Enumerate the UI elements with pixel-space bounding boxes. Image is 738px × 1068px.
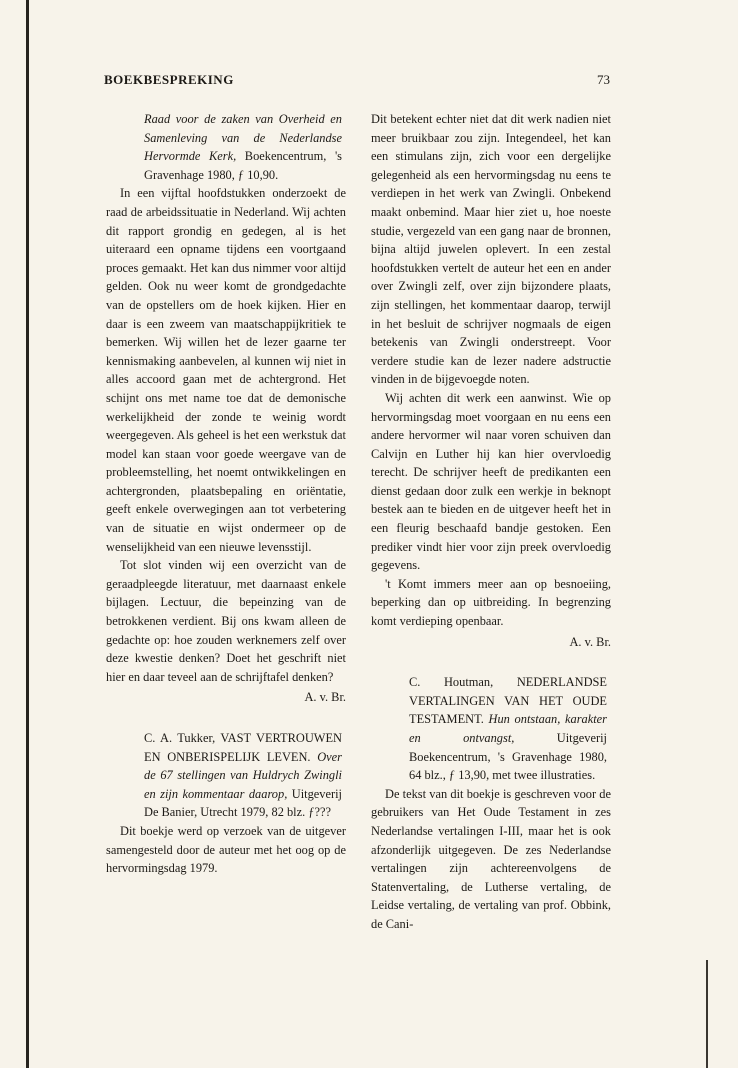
book-reference-2-author-title: C. A. Tukker, VAST VERTROUWEN EN ONBERISPELIJK LEVEN. (144, 731, 342, 764)
review-3-paragraph-1: De tekst van dit boekje is geschreven voor de gebruikers van Het Oude Testament in zes Nederlandse vertalingen I-III, maar het is ook afzonderlijk uitgegeven. De zes Nederlandse vertalingen zijn achtereenvolgens de Statenvertaling, de Lutherse vertaling, de Leidse vertaling, de vertaling van prof. Obbink, de Cani- (371, 786, 611, 931)
review-1-paragraph-2: Tot slot vinden wij een overzicht van de geraadpleegde literatuur, met daarnaast enkele bijlagen. Lectuur, die bepeinzing van de betrokkenen verdient. Bij ons kwam alleen de gedachte op: hoe zouden werknemers zelf over deze kwestie denken? Doet het geschrift niet hier en daar teveel aan de schrijftafel denken? (106, 558, 346, 684)
book-reference-2 (144, 729, 342, 822)
book-reference-3 (409, 673, 607, 785)
review-2-paragraph-1: Dit boekje werd op verzoek van de uitgever samengesteld door de auteur met het oog op de hervormingsdag 1979. (106, 823, 346, 876)
page-number: 73 (597, 72, 610, 87)
review-1-paragraph-1: In een vijftal hoofdstukken onderzoekt de raad de arbeidssituatie in Nederland. Wij achten dit rapport grondig en gedegen, al is het uiteraard een opname tijdens een voortgaand proces gemaakt. Het kan dus nimmer voor altijd gelden. Ook nu weer komt de grondgedachte van de opstellers om de hoek kijken. Hier en daar is een zweem van maatschappijkritiek te bemerken. Wij willen het de lezer gaarne ter kennismaking aanbevelen, al kunnen wij niet in alles accoord gaan met de achtergrond. Het schijnt ons met name toe dat de demonische werkelijkheid der zonde te weinig wordt weergegeven. Als geheel is het een werkstuk dat model kan staan voor goede weergave van de probleemstelling, het noemt ontwikkelingen en achtergronden, plaatsbepaling en oriëntatie, geeft enkele overwegingen aan tot verbetering van de situatie en wijst ondermeer op de wenselijkheid van een nieuwe levensstijl. (106, 186, 346, 554)
left-column (106, 110, 346, 878)
book-reference-2-subtitle: Over de 67 stellingen van Huldrych Zwingli en zijn kommentaar daarop, (144, 749, 342, 801)
book-reference-1 (144, 110, 342, 184)
running-head: BOEKBESPREKING (104, 72, 234, 87)
book-reference-3-author-title: C. Houtman, NEDERLANDSE VERTALINGEN VAN HET OUDE TESTAMENT. (409, 675, 607, 727)
book-reference-3-subtitle: Hun ontstaan, karakter en ontvangst, (409, 712, 607, 745)
scan-edge-mark (706, 960, 708, 1068)
review-2-paragraph-2: Dit betekent echter niet dat dit werk nadien niet meer bruikbaar zou zijn. Integendeel, het kan een stimulans zijn, zich voor een dergelijke gelegenheid als een hervormingsdag nu eens te verdiepen in het werk van Zwingli. Onbekend maakt onbemind. Maar hier ziet u, hoe noeste studie, vergezeld van een gang naar de bronnen, bijna altijd juwelen oplevert. In een zestal hoofdstukken vertelt de auteur het een en ander over Zwingli zelf, over zijn bijzondere plaats, zijn stellingen, het kommentaar daarop, terwijl in het besluit de schrijver nogmaals de eigen betekenis van Zwingli onderstreept. Voor verdere studie kan de lezer nadere adstructie vinden in de bijgevoegde noten. (371, 112, 611, 387)
right-column (371, 110, 611, 934)
review-2-paragraph-3: Wij achten dit werk een aanwinst. Wie op hervormingsdag moet voorgaan en nu eens een andere hervormer wil naar voren schuiven dan Calvijn en Luther hij kan hier overvloedig terecht. De schrijver heeft de predikanten een dienst gedaan door zulk een werkje in beknopt bestek aan te bieden en de uitgever heeft het in een fleurig beschaafd bandje gestoken. Een prediker vindt hier voor zijn preek overvloedig gegevens. (371, 390, 611, 573)
page-header (104, 72, 610, 92)
book-reference-1-publisher: Boekencentrum, 's Gravenhage 1980, ƒ 10,90. (144, 149, 343, 182)
book-reference-3-publisher: Uitgeverij Boekencentrum, 's Gravenhage 1980, 64 blz., ƒ 13,90, met twee illustraties. (409, 731, 607, 783)
book-reference-2-publisher: Uitgeverij De Banier, Utrecht 1979, 82 blz. ƒ??? (144, 786, 342, 820)
review-2-paragraph-4: 't Komt immers meer aan op besnoeiing, beperking dan op uitbreiding. In begrenzing komt verdieping openbaar. (371, 576, 611, 629)
book-reference-1-title: Raad voor de zaken van Overheid en Samenleving van de Nederlandse Hervormde Kerk, (144, 112, 342, 164)
scan-edge-line (26, 0, 29, 1068)
review-2-signature: A. v. Br. (569, 634, 611, 649)
review-1-signature: A. v. Br. (304, 690, 346, 705)
